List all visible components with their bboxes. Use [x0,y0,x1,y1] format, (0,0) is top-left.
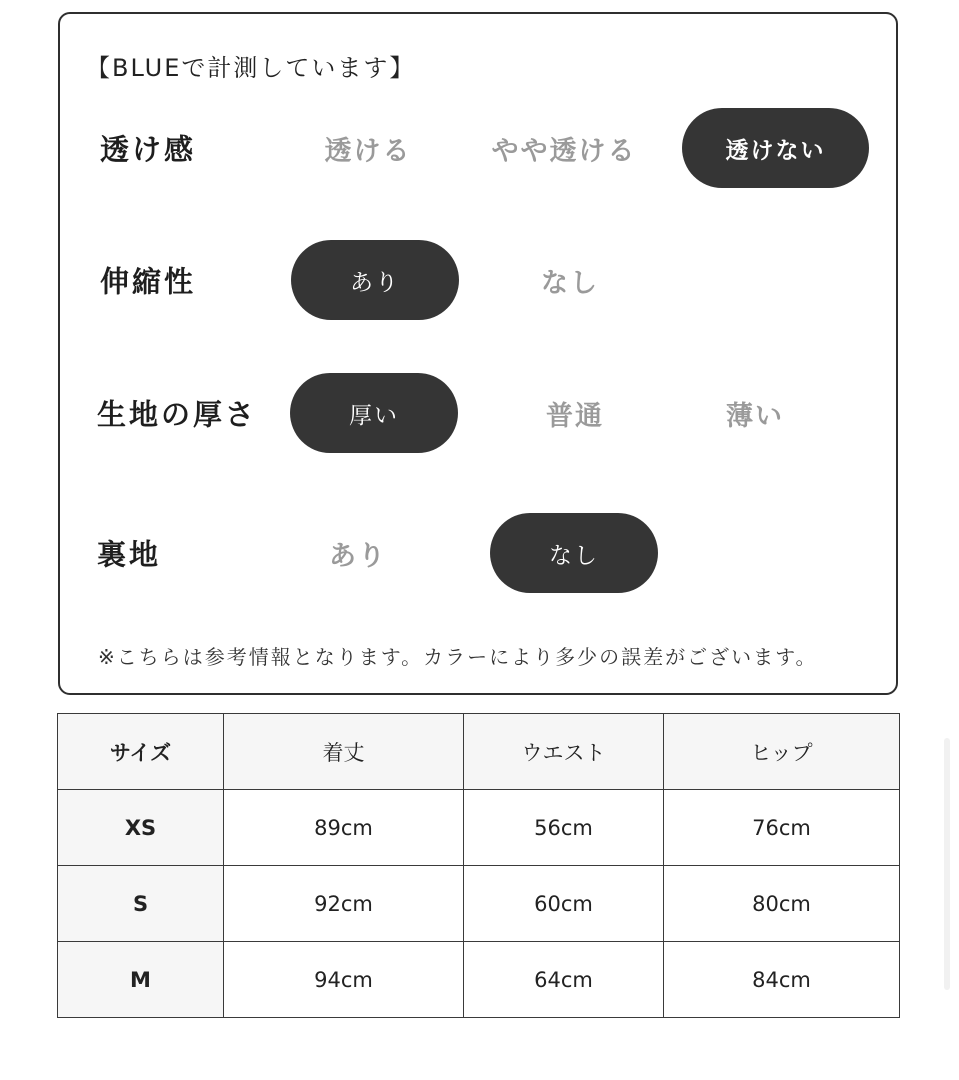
attribute-label: 透け感 [100,132,197,167]
option-thick-selected: 厚い [290,373,458,453]
option-lining-no-selected: なし [490,513,658,593]
waist-cell: 56cm [464,790,664,866]
attribute-row-thickness [60,373,896,453]
attribute-row-lining [60,513,896,593]
size-cell: M [58,942,224,1018]
option-lining-yes: あり [329,540,387,572]
option-stretch-yes-selected: あり [291,240,459,320]
option-not-transparent-selected: 透けない [682,108,869,188]
option-normal: 普通 [546,400,604,432]
fabric-info-card [58,12,898,695]
table-row [58,942,900,1018]
size-table-header [58,714,900,790]
attribute-label: 裏地 [97,537,162,572]
option-stretch-no: なし [541,267,599,299]
hip-cell: 76cm [664,790,900,866]
attribute-row-transparency [60,108,896,188]
attribute-label: 生地の厚さ [97,397,258,432]
waist-cell: 64cm [464,942,664,1018]
option-thin: 薄い [726,400,784,432]
length-cell: 89cm [224,790,464,866]
measured-color-note: 【BLUEで計測しています】 [86,54,416,82]
length-cell: 94cm [224,942,464,1018]
length-cell: 92cm [224,866,464,942]
hip-cell: 84cm [664,942,900,1018]
size-table [57,713,900,1018]
scrollbar[interactable] [944,738,950,990]
size-cell: S [58,866,224,942]
header-size: サイズ [58,714,224,790]
header-length: 着丈 [224,714,464,790]
attribute-row-stretch [60,240,896,320]
table-row [58,790,900,866]
waist-cell: 60cm [464,866,664,942]
header-hip: ヒップ [664,714,900,790]
disclaimer-note: ※こちらは参考情報となります。カラーにより多少の誤差がございます。 [98,645,818,669]
option-transparent: 透ける [324,135,412,167]
table-row [58,866,900,942]
header-waist: ウエスト [464,714,664,790]
hip-cell: 80cm [664,866,900,942]
size-cell: XS [58,790,224,866]
option-slightly-transparent: やや透ける [491,135,637,167]
attribute-label: 伸縮性 [100,264,197,299]
